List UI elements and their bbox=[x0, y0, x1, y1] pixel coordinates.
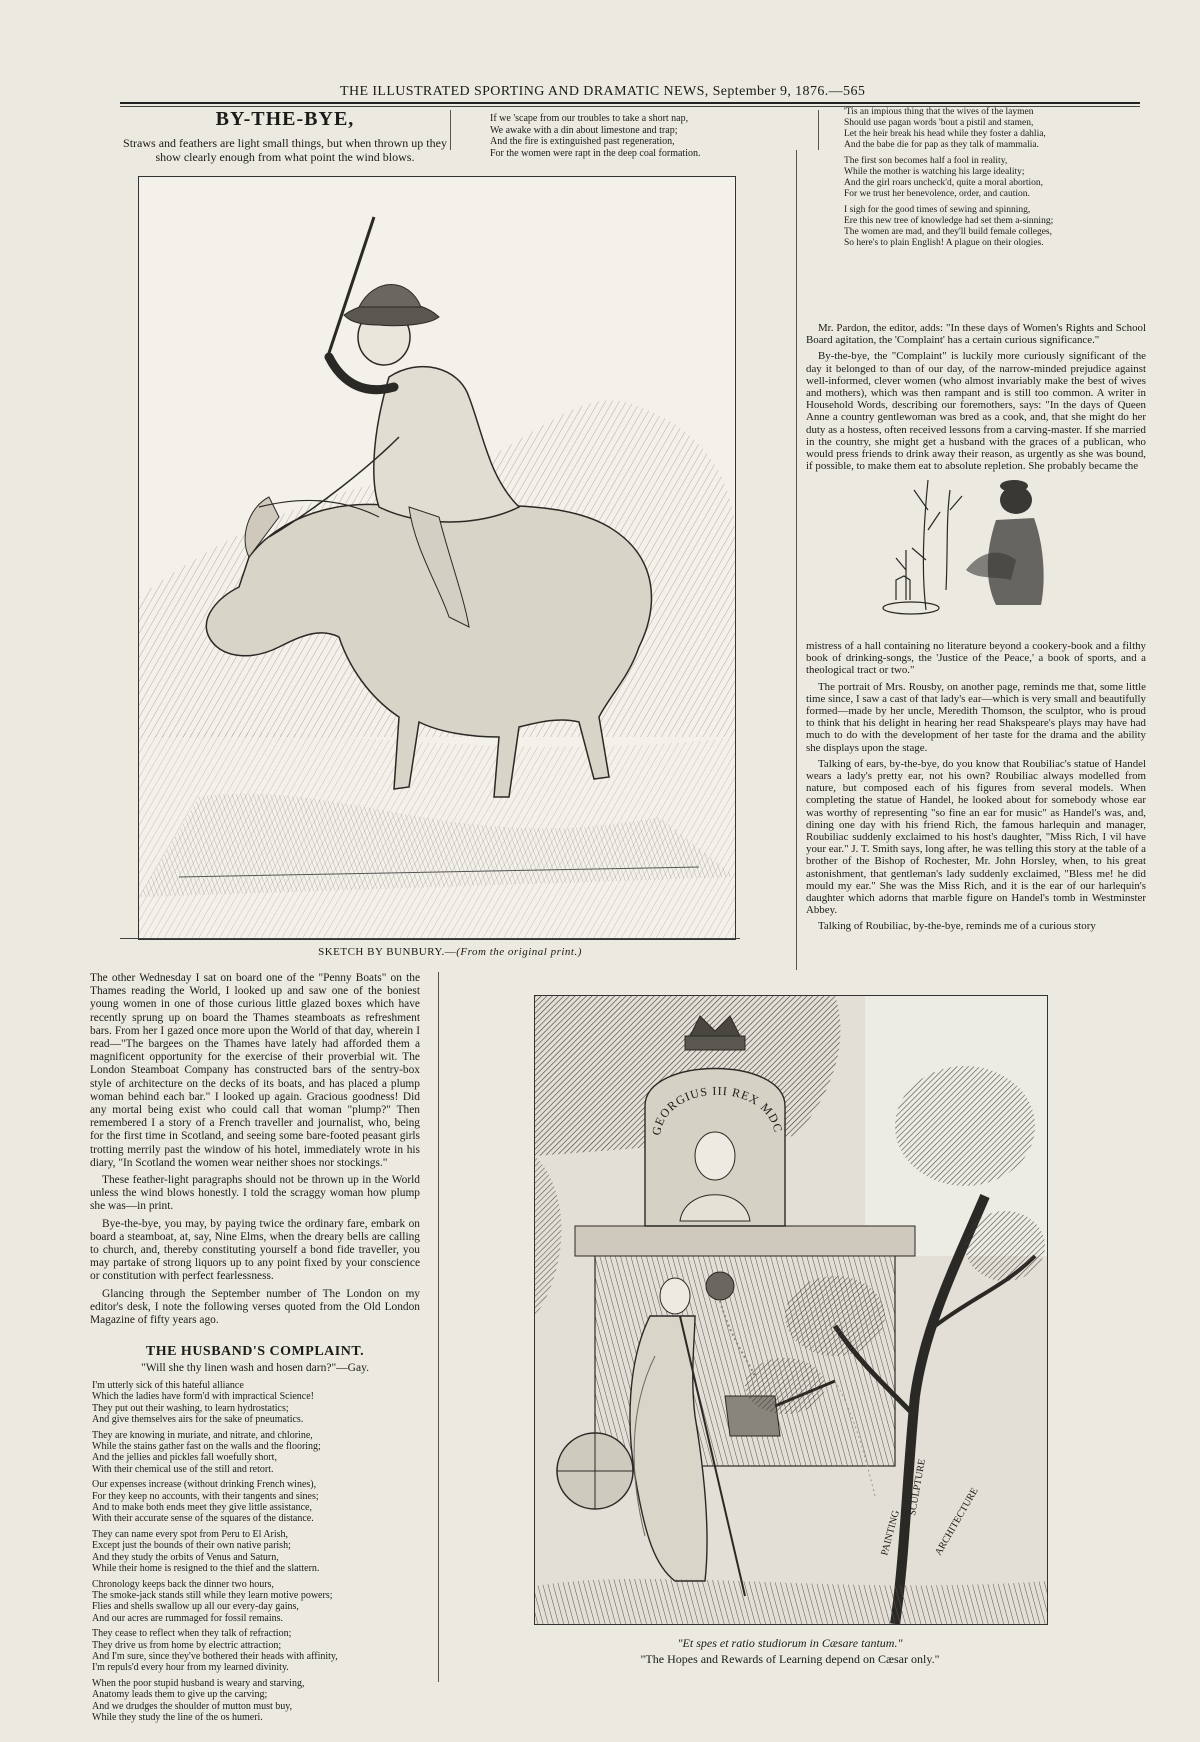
verse-line: And we drudges the shoulder of mutton must buy, bbox=[92, 1700, 293, 1712]
verse-line: And the jellies and pickles fall woefully short, bbox=[92, 1452, 277, 1464]
verse-line: I'm utterly sick of this hateful alliance bbox=[92, 1380, 244, 1391]
verse-line: Ere this new tree of knowledge had set them a-sinning; bbox=[844, 216, 1054, 226]
verse-line: So here's to plain English! A plague on their ologies. bbox=[844, 238, 1044, 248]
verse-line: The smoke-jack stands still while they learn motive powers; bbox=[92, 1589, 333, 1601]
running-head: THE ILLUSTRATED SPORTING AND DRAMATIC NEWS, September 9, 1876.—565 bbox=[340, 84, 866, 99]
poem-stanza bbox=[92, 1479, 422, 1525]
verse-line: And the babe die for pap as they talk of mammalia. bbox=[844, 140, 1039, 150]
verse-line: And our acres are rummaged for fossil remains. bbox=[92, 1612, 284, 1624]
tree-label-architecture: ARCHITECTURE bbox=[933, 1486, 981, 1558]
verse-line: The first son becomes half a fool in reality, bbox=[844, 156, 1008, 166]
intro-verse bbox=[490, 113, 740, 159]
verse-line: For they keep no accounts, with their tangents and sines; bbox=[92, 1490, 319, 1502]
right-verse bbox=[844, 107, 1114, 254]
verse-line: And the girl roars uncheck'd, quite a moral abortion, bbox=[844, 178, 1044, 188]
paragraph: These feather-light paragraphs should not be thrown up in the World unless the wind blows honestly. I told the scraggy woman how plump she was—in print. bbox=[90, 1174, 420, 1213]
paragraph: The portrait of Mrs. Rousby, on another page, reminds me that, some little time since, I saw a cast of that lady's ear—which is very small and beautifully formed—made by her uncle, Meredith Thomson, the sculptor, who is proud to think that his delight in hearing her read Shakspeare's plays may have had much to do with the development of her taste for the drama and the ability she displays upon the stage. bbox=[806, 680, 1146, 754]
poem-stanza bbox=[92, 1628, 422, 1674]
paragraph: Talking of ears, by-the-bye, do you know that Roubiliac's statue of Handel wears a lady's pretty ear, not his own? Roubiliac always modelled from nature, but composed each of his figures from several models. When completing the statue of Handel, he looked about for somebody whose ear was worthy of representing "so fine an ear for music" as Handel's was, and, dining one day with his friend Rich, the famous harlequin and manager, Roubiliac suddenly exclaimed to his host's daughter, "Miss Rich, I vil have your ear." J. T. Smith says, long after, he was telling this story at the table of a brother of the Bishop of Rochester, Mr. John Horsley, when, to his great astonishment, that gentleman's lady suddenly exclaimed, "Bless me! he did mould my ear." She was the Miss Rich, and it is the ear of our harlequin's daughter which adorns that marble figure on Handel's tomb in Westminster Abbey. bbox=[806, 757, 1146, 917]
verse-line: When the poor stupid husband is weary and starving, bbox=[92, 1677, 305, 1689]
section-title: BY-THE-BYE, bbox=[215, 108, 355, 130]
verse-line: Our expenses increase (without drinking French wines), bbox=[92, 1479, 317, 1491]
left-column bbox=[90, 972, 420, 1340]
poem-stanza bbox=[92, 1678, 422, 1724]
verse-line: And to make both ends meet they give little assistance, bbox=[92, 1502, 312, 1514]
right-column-top bbox=[806, 322, 1146, 473]
vignette-illustration bbox=[866, 430, 1070, 620]
verse-line: I sigh for the good times of sewing and spinning, bbox=[844, 205, 1031, 215]
column-divider bbox=[796, 150, 797, 970]
verse-stanza bbox=[844, 205, 1114, 249]
bunbury-caption bbox=[300, 946, 600, 958]
verse-line: Anatomy leads them to give up the carving; bbox=[92, 1689, 268, 1701]
verse-line: They are knowing in muriate, and nitrate, and chlorine, bbox=[92, 1429, 313, 1441]
column-divider bbox=[818, 110, 819, 150]
poem-stanza bbox=[92, 1430, 422, 1476]
paragraph: Talking of Roubiliac, by-the-bye, reminds me of a curious story bbox=[818, 920, 1096, 933]
verse-line: Chronology keeps back the dinner two hours, bbox=[92, 1578, 274, 1590]
poem-body bbox=[92, 1380, 422, 1727]
verse-line: Flies and shells swallow up all our every-day gains, bbox=[92, 1601, 299, 1613]
verse-line: And they study the orbits of Venus and Saturn, bbox=[92, 1551, 279, 1563]
hogarth-caption-english: "The Hopes and Rewards of Learning depend on Cæsar only." bbox=[640, 1652, 940, 1666]
verse-line: And give themselves airs for the sake of pneumatics. bbox=[92, 1414, 304, 1426]
section-intro: Straws and feathers are light small things, but when thrown up they show clearly enough from what point the wind blows. bbox=[123, 136, 447, 164]
caption-main: SKETCH BY BUNBURY.— bbox=[318, 946, 457, 958]
verse-line: With their chemical use of the still and retort. bbox=[92, 1463, 274, 1475]
verse-line: We awake with a din about limestone and trap; bbox=[490, 124, 678, 136]
column-divider bbox=[438, 972, 439, 1682]
tree-label-sculpture: SCULPTURE bbox=[907, 1458, 928, 1517]
right-column-bottom bbox=[806, 640, 1146, 970]
verse-line: They can name every spot from Peru to El Arish, bbox=[92, 1528, 289, 1540]
poem-stanza bbox=[92, 1380, 422, 1426]
verse-line: Should use pagan words 'bout a pistil and stamen, bbox=[844, 118, 1034, 128]
hogarth-caption-latin: "Et spes et ratio studiorum in Cæsare tantum." bbox=[677, 1636, 903, 1650]
verse-stanza bbox=[844, 156, 1114, 200]
verse-line: With their accurate sense of the squares of the distance. bbox=[92, 1513, 314, 1525]
column-divider bbox=[450, 110, 451, 150]
monument-inscription: GEORGIUS III REX MDC bbox=[648, 1083, 786, 1137]
verse-line: For we trust her benevolence, order, and caution. bbox=[844, 189, 1030, 199]
verse-line: While the mother is watching his large ideality; bbox=[844, 167, 1025, 177]
tree-label-painting: PAINTING bbox=[879, 1509, 902, 1557]
verse-line: While they study the line of the os humeri. bbox=[92, 1711, 263, 1723]
verse-line: The women are mad, and they'll build female colleges, bbox=[844, 227, 1052, 237]
verse-stanza bbox=[844, 107, 1114, 151]
poem-stanza bbox=[92, 1529, 422, 1575]
verse-line: Which the ladies have form'd with impractical Science! bbox=[92, 1391, 314, 1403]
verse-line: Except just the bounds of their own native parish; bbox=[92, 1540, 291, 1552]
verse-line: While their home is resigned to the thief and the slattern. bbox=[92, 1563, 320, 1575]
verse-line: And the fire is extinguished past regeneration, bbox=[490, 136, 675, 147]
verse-line: I'm repuls'd every hour from my learned divinity. bbox=[92, 1662, 289, 1674]
poem-title: THE HUSBAND'S COMPLAINT. bbox=[145, 1344, 365, 1359]
verse-line: If we 'scape from our troubles to take a short nap, bbox=[490, 113, 689, 124]
header-rule bbox=[120, 102, 1140, 104]
paragraph: Mr. Pardon, the editor, adds: "In these days of Women's Rights and School Board agitation, the 'Complaint' has a certain curious significance." bbox=[806, 322, 1146, 347]
verse-line: While the stains gather fast on the walls and the flooring; bbox=[92, 1441, 321, 1453]
paragraph: Glancing through the September number of The London on my editor's desk, I note the following verses quoted from the Old London Magazine of fifty years ago. bbox=[90, 1287, 420, 1327]
verse-line: They put out their washing, to learn hydrostatics; bbox=[92, 1402, 289, 1414]
paragraph: The other Wednesday I sat on board one of the "Penny Boats" on the Thames reading the World, I looked up and saw one of the boniest young women in one of those curious little glazed boxes which have recently sprung up on board the Thames steamboats as refreshment bars. From her I gazed once more upon the World of that day, wherein I read—"The bargees on the Thames have lately had afforded them a magnificent opportunity for the exercise of their proverbial wit. The London Steamboat Company has constructed bars of the sentry-box style of architecture on the decks of its boats, and has placed a plump woman behind each bar." I looked up again. Gracious goodness! Did any mortal being exist who could call that woman "plump?" Then remembered I a story of a French traveller and journalist, who, being for the first time in Scotland, and seeing some bare-footed peasant girls trotting merrily past the window of his hotel, immediately wrote in his diary, "In Scotland the women wear neither shoes nor stockings." bbox=[90, 972, 420, 1169]
paragraph: By-the-bye, the "Complaint" is luckily more curiously significant of the day it belonged to than of our day, of the narrow-minded prejudice against well-informed, clever women (who almost invariably make the best of wives and mothers), which was then rampant and is still too common. A writer in Household Words, describing our foremothers, says: "In the days of Queen Anne a country gentlewoman was bred as a cook, and, that she might do her duty as a hostess, often received lessons from a carving-master. If she married in the country, she might get a husband with the graces of a publican, who would press friends to drink away their reason, as urgently as she was bound, if possible, to make them eat to absolute repletion. She probably became the bbox=[806, 350, 1146, 473]
verse-line: And I'm sure, since they've bothered their heads with affinity, bbox=[92, 1650, 338, 1662]
verse-line: They cease to reflect when they talk of refraction; bbox=[92, 1628, 292, 1640]
bunbury-sketch bbox=[138, 176, 736, 940]
figure-rule bbox=[120, 938, 740, 939]
verse-line: For the women were rapt in the deep coal formation. bbox=[490, 147, 701, 159]
verse-line: They drive us from home by electric attraction; bbox=[92, 1639, 282, 1651]
hogarth-engraving bbox=[534, 995, 1048, 1625]
caption-note: (From the original print.) bbox=[456, 946, 582, 958]
verse-line: Let the heir break his head while they foster a dahlia, bbox=[844, 129, 1046, 139]
verse-line: 'Tis an impious thing that the wives of the laymen bbox=[844, 107, 1034, 117]
paragraph: mistress of a hall containing no literature beyond a cookery-book and a filthy book of drinking-songs, the 'Justice of the Peace,' a book of sports, and a theological tract or two." bbox=[806, 640, 1146, 677]
paragraph: Bye-the-bye, you may, by paying twice the ordinary fare, embark on board a steamboat, at, say, Nine Elms, when the dreary bells are calling to church, and, thereby constituting yourself a bond fide traveller, you may partake of strong liquors up to any point fixed by your conscience or constitution with perfect fearlessness. bbox=[90, 1217, 420, 1283]
poem-epigraph: "Will she thy linen wash and hosen darn?"—Gay. bbox=[141, 1362, 369, 1374]
poem-stanza bbox=[92, 1579, 422, 1625]
